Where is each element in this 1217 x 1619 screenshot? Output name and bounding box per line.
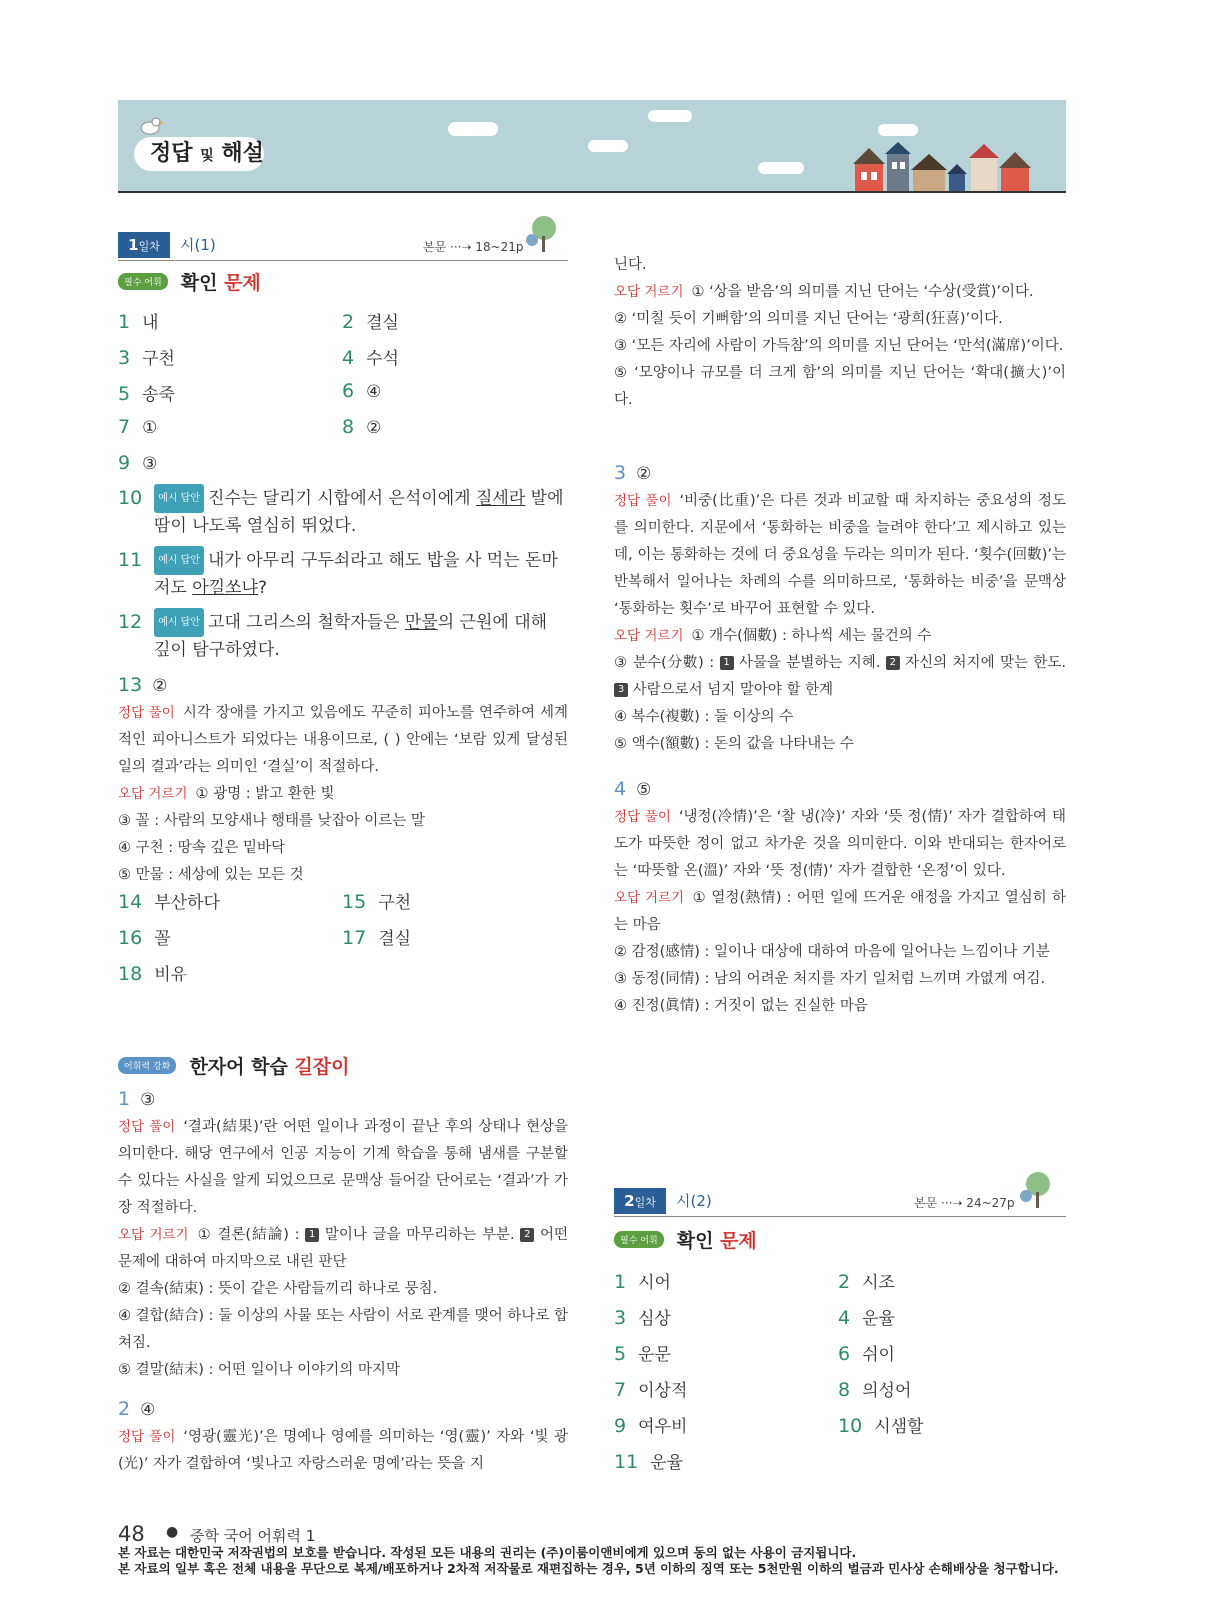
answer-item: 8 의성어 — [838, 1379, 912, 1401]
answer-item: 11 운율 — [614, 1451, 684, 1473]
answer-item: 10 시샘할 — [838, 1415, 924, 1437]
day-topic: 시(1) — [180, 236, 216, 254]
answer-item: 9 여우비 — [614, 1415, 688, 1437]
section-check-2: 필수 어휘 확인 문제 — [614, 1226, 757, 1254]
section-check: 필수 어휘 확인 문제 — [118, 268, 261, 296]
book-title: 중학 국어 어휘력 1 — [190, 1527, 316, 1545]
section-hanja: 어휘력 강화 한자어 학습 길잡이 — [118, 1052, 350, 1080]
section-tag: 필수 어휘 — [118, 273, 168, 290]
answer-item: 9 ③ — [118, 452, 158, 474]
answer-item: 4 수석 — [342, 347, 399, 369]
answer-item: 7 ① — [118, 416, 158, 438]
answer-item: 7 이상적 — [614, 1379, 688, 1401]
answer-10: 10 예시 답안 진수는 달리기 시합에서 은석이에게 질세라 발에 땀이 나도록 열심히 뛰었다. — [118, 484, 568, 540]
header-rule — [118, 260, 568, 261]
answer-item: 5 송죽 — [118, 383, 175, 405]
answer-item: 1 내 — [118, 311, 159, 333]
answer-item: 2 결실 — [342, 311, 399, 333]
cloud-icon — [588, 140, 628, 152]
page-number: 48 — [118, 1522, 145, 1546]
page-reference: 본문 ···➝ 18~21p — [423, 240, 524, 254]
answer-11: 11 예시 답안 내가 아무리 구두쇠라고 해도 밥을 사 먹는 돈마 저도 아낄쏘냐? — [118, 546, 568, 602]
answer-item: 15 구천 — [342, 891, 412, 913]
answer-item: 16 꼴 — [118, 927, 171, 949]
answer-item: 6 ④ — [342, 380, 382, 402]
answer-item: 3 구천 — [118, 347, 175, 369]
cloud-icon — [448, 122, 498, 136]
answer-item: 6 쉬이 — [838, 1343, 895, 1365]
day-badge: 2일차 — [614, 1188, 666, 1214]
section-tag: 어휘력 강화 — [118, 1057, 176, 1074]
copyright-notice: 본 자료는 대한민국 저작권법의 보호를 받습니다. 작성된 모든 내용의 권리는 (주)이룸이앤비에게 있으며 동의 없는 사용이 금지됩니다. 본 자료의 일부 혹은 전체 내용을 무단으로 복제/배포하거나 2차적 저작물로 재편집하는 경우, 5년 이하의 징역 또는 5천만원 이하의 벌금과 민사상 손해배상을 청구합니다. — [118, 1545, 1059, 1576]
answer-item: 14 부산하다 — [118, 891, 220, 913]
page-title: 정답 및 해설 — [134, 137, 264, 171]
day2-header — [614, 1188, 1066, 1214]
page-reference: 본문 ···➝ 24~27p — [914, 1196, 1015, 1210]
cloud-icon — [648, 110, 692, 122]
hanja-answer-1: 1 ③ 정답 풀이 ‘결과(結果)’란 어떤 일이나 과정이 끝난 후의 상태나 현상을 의미한다. 해당 연구에서 인공 지능이 기계 학습을 통해 냄새를 구분할 수 있다는 사실을 알게 되었으므로 문맥상 들어갈 단어로는 ‘결과’가 가장 적절하다. 오답 거르기 ① 결론(結論) : 1 말이나 글을 마무리하는 부분. 2 어떤 문제에 대하여 마지막으로 내린 판단 ② 결속(結束) : 뜻이 같은 사람들끼리 하나로 뭉침. ④ 결합(結合) : 둘 이상의 사물 또는 사람이 서로 관계를 맺어 하나로 합쳐짐. ⑤ 결말(結末) : 어떤 일이나 이야기의 마지막 — [118, 1088, 569, 1378]
answer-12: 12 예시 답안 고대 그리스의 철학자들은 만물의 근원에 대해 깊이 탐구하였다. — [118, 608, 568, 664]
answer-item: 5 운문 — [614, 1343, 671, 1365]
answer-item: 1 시어 — [614, 1271, 671, 1293]
answer-item: 17 결실 — [342, 927, 412, 949]
header-rule — [614, 1216, 1066, 1217]
answer-item: 8 ② — [342, 416, 382, 438]
footer-dot-icon: ● — [166, 1524, 179, 1540]
seagull-icon — [134, 114, 164, 138]
answer-13: 13 ② 정답 풀이 시각 장애를 가지고 있음에도 꾸준히 피아노를 연주하여 세계적인 피아니스트가 되었다는 내용이므로, ( ) 안에는 ‘보람 있게 달성된 일의 결과’라는 의미인 ‘결실’이 적절하다. 오답 거르기 ① 광명 : 밝고 환한 빛 ③ 꼴 : 사람의 모양새나 행태를 낮잡아 이르는 말 ④ 구천 : 땅속 깊은 밑바닥 ⑤ 만물 : 세상에 있는 모든 것 — [118, 674, 568, 883]
day-topic: 시(2) — [676, 1192, 712, 1210]
day-badge: 1일차 — [118, 232, 170, 258]
hanja-answer-2: 2 ④ 정답 풀이 ‘영광(靈光)’은 명예나 영예를 의미하는 ‘영(靈)’ 자와 ‘빛 광(光)’ 자가 결합하여 ‘빛나고 자랑스러운 명예’라는 뜻을 지 — [118, 1398, 569, 1472]
houses-icon — [853, 142, 1053, 192]
tree-icon — [524, 214, 558, 254]
cloud-icon — [878, 124, 918, 136]
banner-rule — [118, 191, 1066, 193]
tree-icon — [1018, 1170, 1052, 1210]
hanja-answer-3: 3 ② 정답 풀이 ‘비중(比重)’은 다른 것과 비교할 때 차지하는 중요성의 정도를 의미한다. 지문에서 ‘통화하는 비중을 늘려야 한다’고 제시하고 있는데, 이는 통화하는 것에 더 중요성을 두라는 의미가 된다. ‘횟수(回數)’는 반복해서 일어나는 차례의 수를 의미하므로, ‘통화하는 비중’을 문맥상 ‘통화하는 횟수’로 바꾸어 표현할 수 있다. 오답 거르기 ① 개수(個數) : 하나씩 세는 물건의 수 ③ 분수(分數) : 1 사물을 분별하는 지혜. 2 자신의 처지에 맞는 한도. 3 사람으로서 넘지 말아야 할 한계 ④ 복수(複數) : 둘 이상의 수 ⑤ 액수(額數) : 돈의 값을 나타내는 수 — [614, 462, 1066, 752]
answer-item: 4 운율 — [838, 1307, 895, 1329]
cloud-icon — [758, 162, 804, 174]
hanja-answer-4: 4 ⑤ 정답 풀이 ‘냉정(冷情)’은 ‘찰 냉(冷)’ 자와 ‘뜻 정(情)’ 자가 결합하여 태도가 따뜻한 정이 없고 차가운 것을 의미한다. 이와 반대되는 한자어로는 ‘따뜻할 온(溫)’ 자와 ‘뜻 정(情)’ 자가 결합한 ‘온정’이 있다. 오답 거르기 ① 열정(熱情) : 어떤 일에 뜨거운 애정을 가지고 열심히 하는 마음 ② 감정(感情) : 일이나 대상에 대하여 마음에 일어나는 느낌이나 기분 ③ 동정(同情) : 남의 어려운 처지를 자기 일처럼 느끼며 가엾게 여김. ④ 진정(眞情) : 거짓이 없는 진실한 마음 — [614, 778, 1066, 1014]
hanja-answer-2-cont: 닌다. 오답 거르기 ① ‘상을 받음’의 의미를 지닌 단어는 ‘수상(受賞)’이다. ② ‘미칠 듯이 기뻐함’의 의미를 지닌 단어는 ‘광희(狂喜)’이다. ③ ‘모든 자리에 사람이 가득참’의 의미를 지닌 단어는 ‘만석(滿席)’이다. ⑤ ‘모양이나 규모를 더 크게 함’의 의미를 지닌 단어는 ‘확대(擴大)’이다. — [614, 257, 1066, 408]
answer-item: 18 비유 — [118, 963, 188, 985]
day1-header — [118, 232, 568, 258]
answer-item: 3 심상 — [614, 1307, 671, 1329]
section-tag: 필수 어휘 — [614, 1231, 664, 1248]
answer-item: 2 시조 — [838, 1271, 895, 1293]
